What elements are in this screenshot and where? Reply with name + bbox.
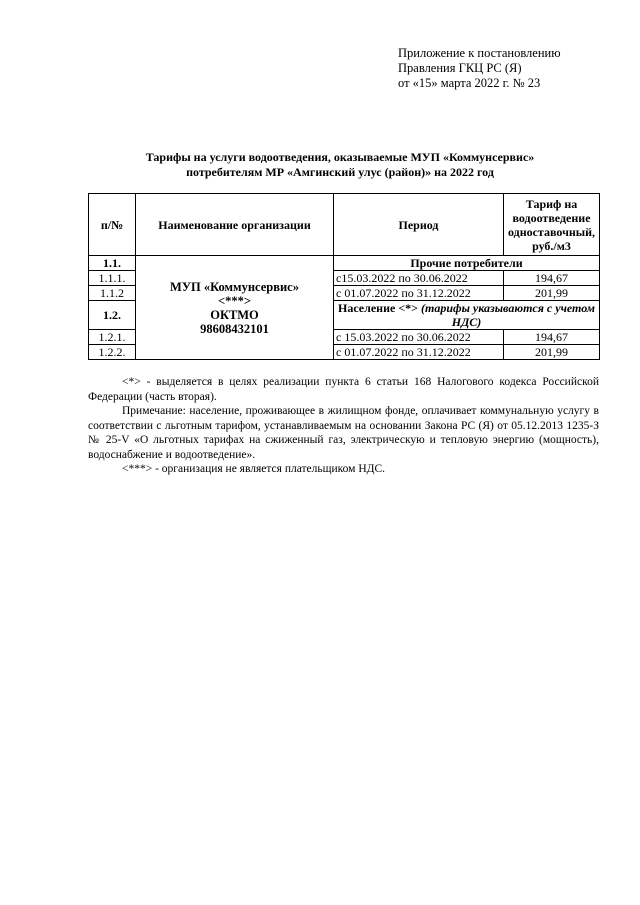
footnote-vat: <*> - выделяется в целях реализации пункта 6 статьи 168 Налогового кодекса Российской Федерации (часть вторая). xyxy=(88,376,599,403)
row-period: с15.03.2022 по 30.06.2022 xyxy=(334,271,504,286)
row-tariff: 201,99 xyxy=(504,345,600,360)
group-2-label-prefix: Население <*> xyxy=(337,301,419,315)
group-1-num: 1.1. xyxy=(89,256,136,271)
oktmo-label: ОКТМО xyxy=(210,307,259,322)
row-num: 1.2.1. xyxy=(89,330,136,345)
title-line-1: Тарифы на услуги водоотведения, оказываемые МУП «Коммунсервис» xyxy=(145,150,535,164)
table-row xyxy=(89,256,600,271)
group-2-label xyxy=(334,301,600,330)
notes-section xyxy=(88,375,599,477)
organization-cell xyxy=(136,256,334,360)
organization-note: <***> xyxy=(218,293,251,308)
document-title xyxy=(60,150,620,180)
tariff-table xyxy=(88,193,600,360)
remark-paragraph: Примечание: население, проживающее в жилищном фонде, оплачивает коммунальную услугу в соответствии с льготным тарифом, устанавливаемым на основании Закона РС (Я) от 05.12.2013 1235-З № 25-V «О льготных тарифах на сжиженный газ, электрическую и тепловую энергию (мощность), водоснабжение и водоотведение». xyxy=(88,405,599,461)
header-tariff: Тариф на водоотведение одноставочный, руб./м3 xyxy=(504,194,600,256)
row-num: 1.1.1. xyxy=(89,271,136,286)
oktmo-code: 98608432101 xyxy=(200,321,269,336)
row-tariff: 194,67 xyxy=(504,330,600,345)
group-2-num: 1.2. xyxy=(89,301,136,330)
row-tariff: 201,99 xyxy=(504,286,600,301)
row-period: с 01.07.2022 по 31.12.2022 xyxy=(334,286,504,301)
appendix-line-2: Правления ГКЦ РС (Я) xyxy=(398,61,522,75)
row-period: с 15.03.2022 по 30.06.2022 xyxy=(334,330,504,345)
row-num: 1.2.2. xyxy=(89,345,136,360)
table-header-row xyxy=(89,194,600,256)
organization-name: МУП «Коммунсервис» xyxy=(170,279,299,294)
row-tariff: 194,67 xyxy=(504,271,600,286)
appendix-line-1: Приложение к постановлению xyxy=(398,46,561,60)
group-2-label-italic: (тарифы указываются с учетом НДС) xyxy=(421,301,595,329)
group-1-label: Прочие потребители xyxy=(334,256,600,271)
footnote-non-vat: <***> - организация не является плательщиком НДС. xyxy=(122,463,386,475)
row-num: 1.1.2 xyxy=(89,286,136,301)
appendix-header xyxy=(398,46,628,91)
header-period: Период xyxy=(334,194,504,256)
appendix-line-3: от «15» марта 2022 г. № 23 xyxy=(398,76,541,90)
header-organization: Наименование организации xyxy=(136,194,334,256)
title-line-2: потребителям МР «Амгинский улус (район)» на 2022 год xyxy=(186,165,494,179)
header-num: п/№ xyxy=(89,194,136,256)
row-period: с 01.07.2022 по 31.12.2022 xyxy=(334,345,504,360)
